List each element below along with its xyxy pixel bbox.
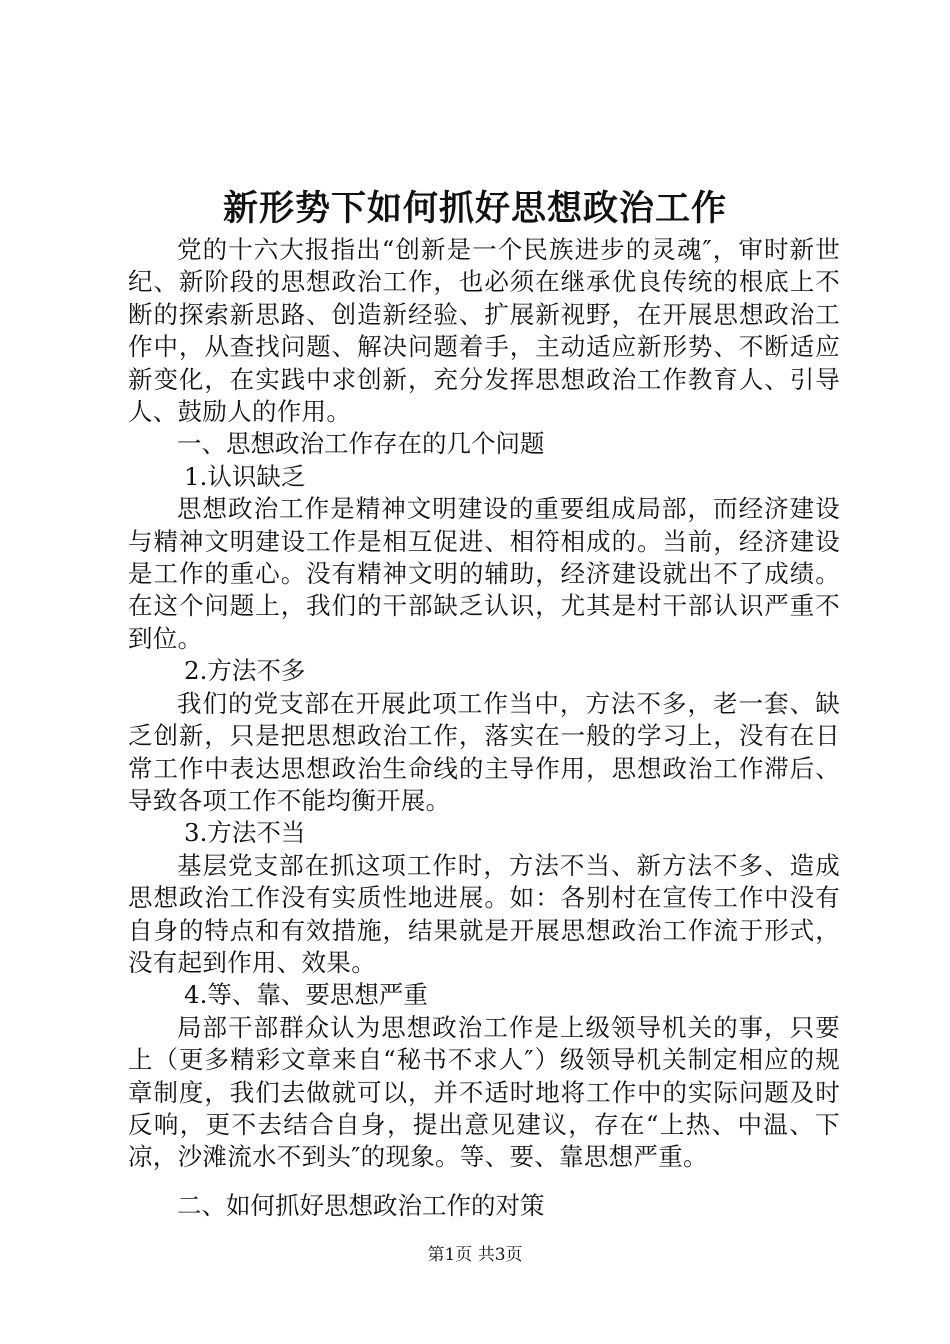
item-paragraph-3: 基层党支部在抓这项工作时，方法不当、新方法不多、造成思想政治工作没有实质性地进展。如：各别村在宣传工作中没有自身的特点和有效措施，结果就是开展思想政治工作流于形式，没有起到作用、效果。: [128, 850, 840, 977]
section-heading-2: 二、如何抓好思想政治工作的对策: [177, 1190, 545, 1220]
item-heading-3: 3.方法不当: [184, 818, 306, 848]
document-body: [128, 234, 840, 1222]
document-title: 新形势下如何抓好思想政治工作: [222, 188, 727, 229]
item-heading-4: 4.等、靠、要思想严重: [184, 980, 428, 1010]
item-heading-1: 1.认识缺乏: [184, 461, 306, 491]
item-paragraph-4: 局部干部群众认为思想政治工作是上级领导机关的事，只要上（更多精彩文章来自“秘书不求人″）级领导机关制定相应的规章制度，我们去做就可以，并不适时地将工作中的实际问题及时反响，更不去结合自身，提出意见建议，存在“上热、中温、下凉，沙滩流水不到头″的现象。等、要、靠思想严重。: [128, 1012, 840, 1172]
page-number-footer: 第1页 共3页: [427, 1245, 523, 1265]
intro-paragraph: 党的十六大报指出“创新是一个民族进步的灵魂″，审时新世纪、新阶段的思想政治工作，也必须在继承优良传统的根底上不断的探索新思路、创造新经验、扩展新视野，在开展思想政治工作中，从查找问题、解决问题着手，主动适应新形势、不断适应新变化，在实践中求创新，充分发挥思想政治工作教育人、引导人、鼓励人的作用。: [128, 235, 840, 427]
section-heading-1: 一、思想政治工作存在的几个问题: [177, 429, 545, 459]
item-heading-2: 2.方法不多: [184, 656, 306, 686]
item-paragraph-1: 思想政治工作是精神文明建设的重要组成局部，而经济建设与精神文明建设工作是相互促进、相符相成的。当前，经济建设是工作的重心。没有精神文明的辅助，经济建设就出不了成绩。在这个问题上，我们的干部缺乏认识，尤其是村干部认识严重不到位。: [128, 494, 840, 653]
item-paragraph-2: 我们的党支部在开展此项工作当中，方法不多，老一套、缺乏创新，只是把思想政治工作，落实在一般的学习上，没有在日常工作中表达思想政治生命线的主导作用，思想政治工作滞后、导致各项工作不能均衡开展。: [128, 688, 840, 815]
